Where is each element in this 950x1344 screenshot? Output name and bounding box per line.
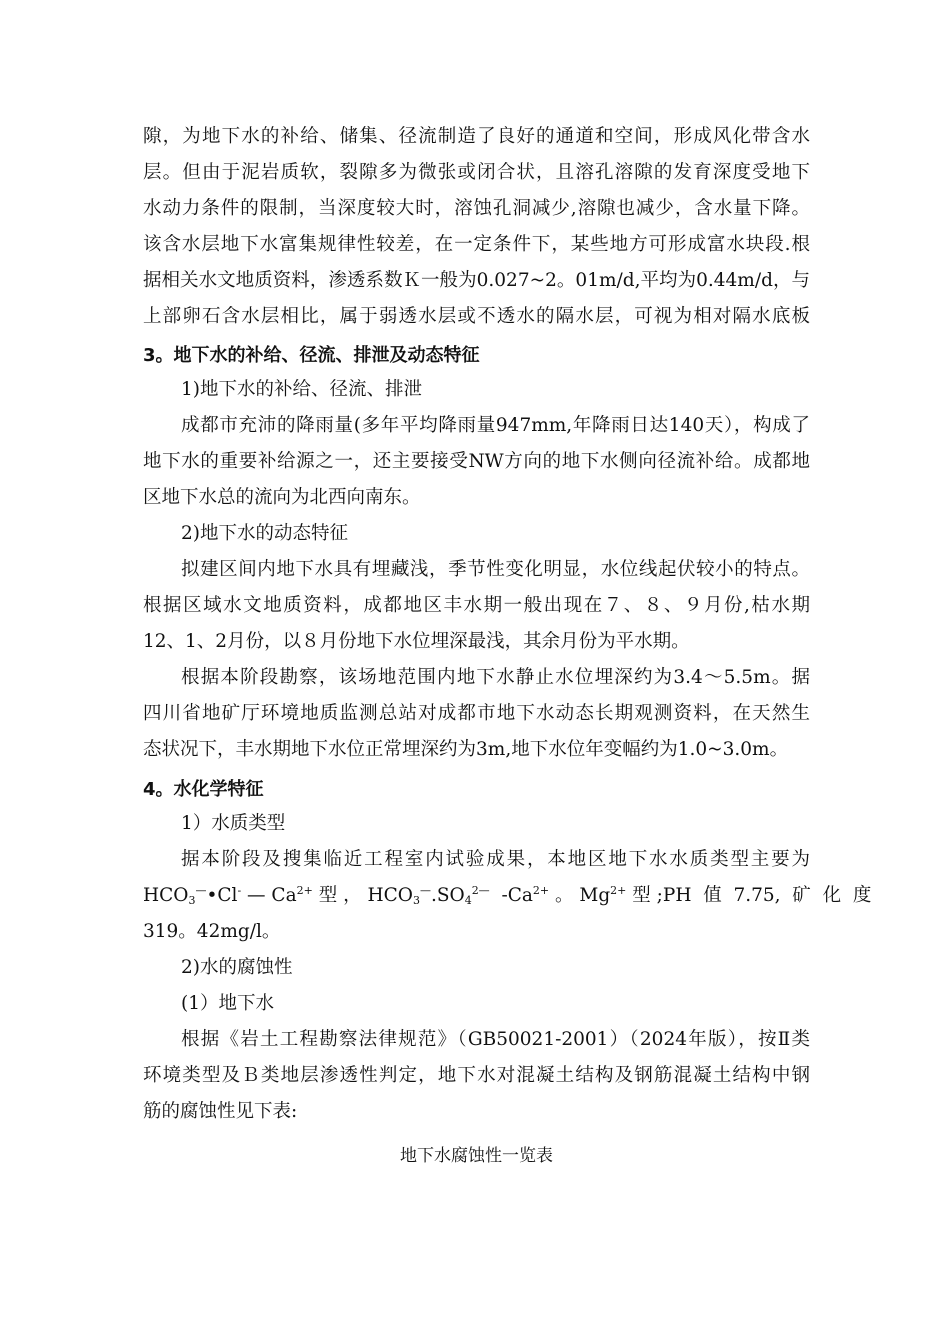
subsection-heading: 1)地下水的补给、径流、排泄 xyxy=(181,379,422,400)
section-heading: 3。地下水的补给、径流、排泄及动态特征 xyxy=(143,345,480,366)
section-heading: 4。水化学特征 xyxy=(143,779,264,800)
paragraph-line: 区地下水总的流向为北西向南东。 xyxy=(143,487,421,508)
subsection-heading: 1）水质类型 xyxy=(181,813,286,834)
paragraph-line: 水动力条件的限制，当深度较大时，溶蚀孔洞减少,溶隙也减少，含水量下降。 xyxy=(143,198,810,219)
subsection-heading: 2)地下水的动态特征 xyxy=(181,523,348,544)
paragraph-line: 隙，为地下水的补给、储集、径流制造了良好的通道和空间，形成风化带含水 xyxy=(143,126,810,147)
subsection-heading: (1）地下水 xyxy=(181,993,274,1014)
paragraph-line: 该含水层地下水富集规律性较差，在一定条件下，某些地方可形成富水块段.根 xyxy=(143,234,810,255)
table-caption: 地下水腐蚀性一览表 xyxy=(400,1146,553,1166)
chemical-formula-line: $HCO_3^—•Cl^-$ — $Ca^{2+}$ 型 ， $HCO_3^—.SO_4^{2—}$ $-Ca^{2+}$ 。 $Mg^{2+}$ 型 ;PH 值 7.75, 矿 化 度 xyxy=(143,884,872,907)
paragraph-line: 上部卵石含水层相比，属于弱透水层或不透水的隔水层，可视为相对隔水底板 xyxy=(143,306,810,327)
paragraph-line: 态状况下，丰水期地下水位正常埋深约为3m,地下水位年变幅约为1.0~3.0m。 xyxy=(143,739,789,760)
paragraph-line: 环境类型及Ｂ类地层渗透性判定，地下水对混凝土结构及钢筋混凝土结构中钢 xyxy=(143,1065,810,1086)
paragraph-line: 根据本阶段勘察，该场地范围内地下水静止水位埋深约为3.4～5.5m。据 xyxy=(181,667,810,688)
paragraph-line: 据本阶段及搜集临近工程室内试验成果，本地区地下水水质类型主要为 xyxy=(181,849,810,870)
paragraph-line: 根据《岩土工程勘察法律规范》（GB50021-2001）（2024年版），按Ⅱ类 xyxy=(181,1029,810,1050)
paragraph-line: 319。42mg/l。 xyxy=(143,921,281,942)
paragraph-line: 成都市充沛的降雨量(多年平均降雨量947mm,年降雨日达140天），构成了 xyxy=(181,415,810,436)
paragraph-line: 根据区域水文地质资料，成都地区丰水期一般出现在７、８、９月份,枯水期 xyxy=(143,595,810,616)
paragraph-line: 筋的腐蚀性见下表: xyxy=(143,1101,298,1122)
paragraph-line: 12、1、2月份，以８月份地下水位埋深最浅，其余月份为平水期。 xyxy=(143,631,690,652)
paragraph-line: 据相关水文地质资料，渗透系数Ｋ一般为0.027~2。01m/d,平均为0.44m/d，与 xyxy=(143,270,810,291)
paragraph-line: 四川省地矿厅环境地质监测总站对成都市地下水动态长期观测资料，在天然生 xyxy=(143,703,810,724)
paragraph-line: 层。但由于泥岩质软，裂隙多为微张或闭合状，且溶孔溶隙的发育深度受地下 xyxy=(143,162,810,183)
paragraph-line: 地下水的重要补给源之一，还主要接受NW方向的地下水侧向径流补给。成都地 xyxy=(143,451,810,472)
subsection-heading: 2)水的腐蚀性 xyxy=(181,957,293,978)
paragraph-line: 拟建区间内地下水具有埋藏浅，季节性变化明显，水位线起伏较小的特点。 xyxy=(181,559,810,580)
